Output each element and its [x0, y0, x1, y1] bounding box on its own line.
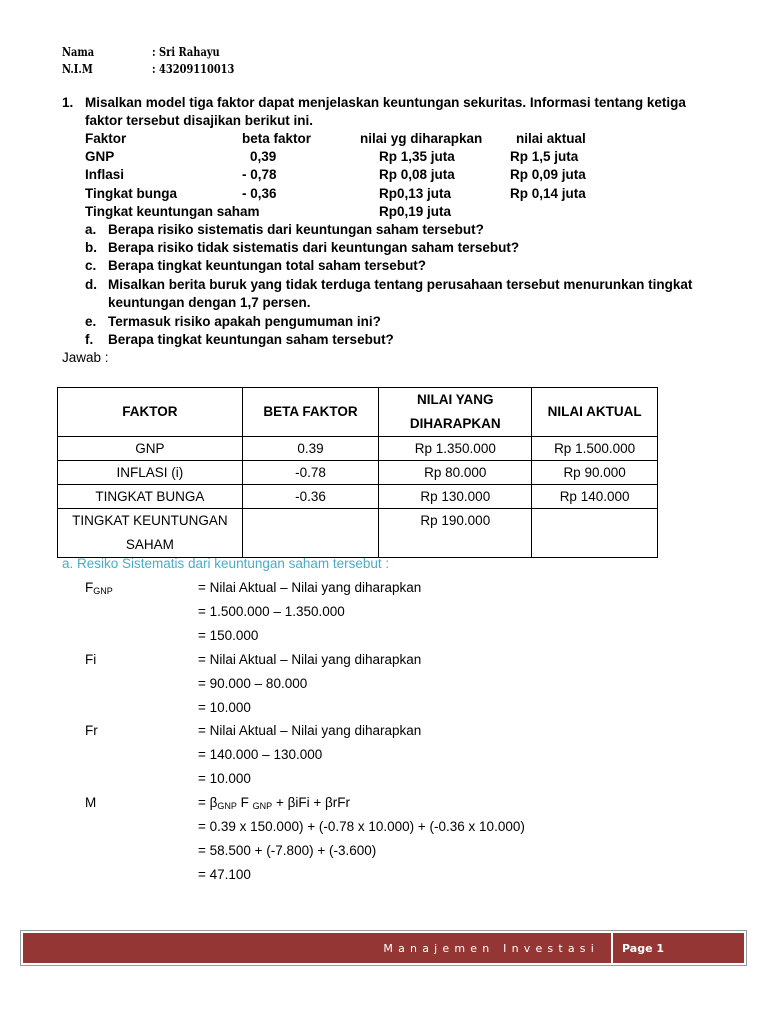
table-row [58, 509, 658, 558]
m-formula-mid: F [236, 795, 253, 810]
header-nilai-yang: NILAI YANG [417, 392, 494, 407]
q-row-bunga-aktual: Rp 0,14 juta [510, 186, 586, 201]
cell-aktual: Rp 1.500.000 [532, 437, 658, 461]
fgnp-line-3: = 150.000 [198, 628, 259, 643]
m-line-3: = 47.100 [198, 867, 251, 882]
cell-beta: -0.78 [242, 461, 379, 485]
nama-label: Nama [62, 45, 95, 59]
item-e-text: Termasuk risiko apakah pengumuman ini? [108, 314, 381, 329]
nim-label: N.I.M [62, 62, 93, 76]
fr-line-1: = Nilai Aktual – Nilai yang diharapkan [198, 723, 422, 738]
q-row-gnp-faktor: GNP [85, 149, 115, 164]
item-e-label: e. [85, 314, 97, 329]
cell-harapan: Rp 80.000 [379, 461, 532, 485]
m-line-2: = 58.500 + (-7.800) + (-3.600) [198, 843, 377, 858]
item-f-text: Berapa tingkat keuntungan saham tersebut? [108, 332, 394, 347]
item-c-text: Berapa tingkat keuntungan total saham tersebut? [108, 258, 427, 273]
footer-title: Manajemen Investasi [383, 941, 599, 955]
q-row-bunga-beta: - 0,36 [242, 186, 277, 201]
cell-aktual [532, 509, 658, 558]
fi-line-1: = Nilai Aktual – Nilai yang diharapkan [198, 652, 422, 667]
m-line-1: = 0.39 x 150.000) + (-0.78 x 10.000) + (-0.36 x 10.000) [198, 819, 525, 834]
m-formula-pre: = β [198, 795, 218, 810]
cell-beta: 0.39 [242, 437, 379, 461]
q-header-faktor: Faktor [85, 131, 127, 146]
header-beta-faktor: BETA FAKTOR [242, 388, 379, 437]
m-formula-sub-2: GNP [252, 801, 273, 811]
fgnp-line-2: = 1.500.000 – 1.350.000 [198, 604, 345, 619]
item-b-text: Berapa risiko tidak sistematis dari keuntungan saham tersebut? [108, 240, 520, 255]
question-line-2: faktor tersebut disajikan berikut ini. [85, 113, 314, 128]
m-formula-sub-1: GNP [217, 801, 237, 811]
fgnp-line-1: = Nilai Aktual – Nilai yang diharapkan [198, 580, 422, 595]
footer-page-box [613, 933, 744, 963]
m-formula [198, 795, 350, 811]
item-d-text: Misalkan berita buruk yang tidak terduga tentang perusahaan tersebut menurunkan tingkat [108, 277, 693, 292]
header-faktor: FAKTOR [58, 388, 243, 437]
cell-faktor [58, 509, 243, 558]
cell-faktor: INFLASI (i) [58, 461, 243, 485]
q-row-bunga-harapan: Rp0,13 juta [379, 186, 452, 201]
cell-harapan: Rp 130.000 [379, 485, 532, 509]
q-row-bunga-faktor: Tingkat bunga [85, 186, 178, 201]
q-header-beta: beta faktor [242, 131, 312, 146]
m-label: M [85, 795, 97, 810]
item-f-label: f. [85, 332, 94, 347]
cell-beta [242, 509, 379, 558]
nama-value: : Sri Rahayu [152, 45, 220, 59]
q-row-inflasi-harapan: Rp 0,08 juta [379, 167, 455, 182]
item-a-label: a. [85, 222, 97, 237]
fr-label: Fr [85, 723, 98, 738]
table-row [58, 437, 658, 461]
cell-faktor-line-1: TINGKAT KEUNTUNGAN [72, 513, 228, 528]
fgnp-label [85, 580, 113, 596]
question-line-1: Misalkan model tiga faktor dapat menjelaskan keuntungan sekuritas. Informasi tentang ketiga [85, 95, 686, 110]
cell-harapan: Rp 1.350.000 [379, 437, 532, 461]
cell-harapan: Rp 190.000 [379, 509, 532, 558]
fgnp-f: F [85, 580, 94, 595]
table-row [58, 485, 658, 509]
item-b-label: b. [85, 240, 97, 255]
q-row-gnp-aktual: Rp 1,5 juta [510, 149, 579, 164]
factor-table [57, 387, 658, 558]
q-header-nilai-harapan: nilai yg diharapkan [360, 131, 483, 146]
item-d-text-2: keuntungan dengan 1,7 persen. [108, 295, 311, 310]
fr-line-3: = 10.000 [198, 771, 251, 786]
answer-a-heading: a. Resiko Sistematis dari keuntungan saham tersebut : [62, 556, 390, 571]
cell-aktual: Rp 140.000 [532, 485, 658, 509]
nim-value: : 43209110013 [152, 62, 235, 76]
item-d-label: d. [85, 277, 97, 292]
cell-faktor-line-2: SAHAM [125, 537, 174, 552]
cell-aktual: Rp 90.000 [532, 461, 658, 485]
header-nilai-aktual: NILAI AKTUAL [532, 388, 658, 437]
jawab-label: Jawab : [62, 350, 109, 365]
footer-page-number: Page 1 [622, 941, 665, 955]
header-diharapkan: DIHARAPKAN [409, 416, 501, 431]
cell-faktor: TINGKAT BUNGA [58, 485, 243, 509]
footer-title-bar [23, 933, 611, 963]
cell-beta: -0.36 [242, 485, 379, 509]
q-row-inflasi-beta: - 0,78 [242, 167, 277, 182]
item-a-text: Berapa risiko sistematis dari keuntungan saham tersebut? [108, 222, 484, 237]
q-row-saham-harapan: Rp0,19 juta [379, 204, 452, 219]
table-header-row [58, 388, 658, 437]
cell-faktor: GNP [58, 437, 243, 461]
fgnp-subscript: GNP [93, 586, 113, 596]
table-row [58, 461, 658, 485]
fi-line-3: = 10.000 [198, 700, 251, 715]
fr-line-2: = 140.000 – 130.000 [198, 747, 323, 762]
m-formula-post: + βiFi + βrFr [272, 795, 350, 810]
q-row-gnp-beta: 0,39 [250, 149, 277, 164]
q-row-gnp-harapan: Rp 1,35 juta [379, 149, 455, 164]
fi-line-2: = 90.000 – 80.000 [198, 676, 308, 691]
q-row-saham-faktor: Tingkat keuntungan saham [85, 204, 260, 219]
item-c-label: c. [85, 258, 97, 273]
header-nilai-diharapkan [379, 388, 532, 437]
question-number: 1. [62, 95, 74, 110]
q-row-inflasi-aktual: Rp 0,09 juta [510, 167, 586, 182]
fi-label: Fi [85, 652, 97, 667]
q-row-inflasi-faktor: Inflasi [85, 167, 125, 182]
q-header-nilai-aktual: nilai aktual [516, 131, 586, 146]
